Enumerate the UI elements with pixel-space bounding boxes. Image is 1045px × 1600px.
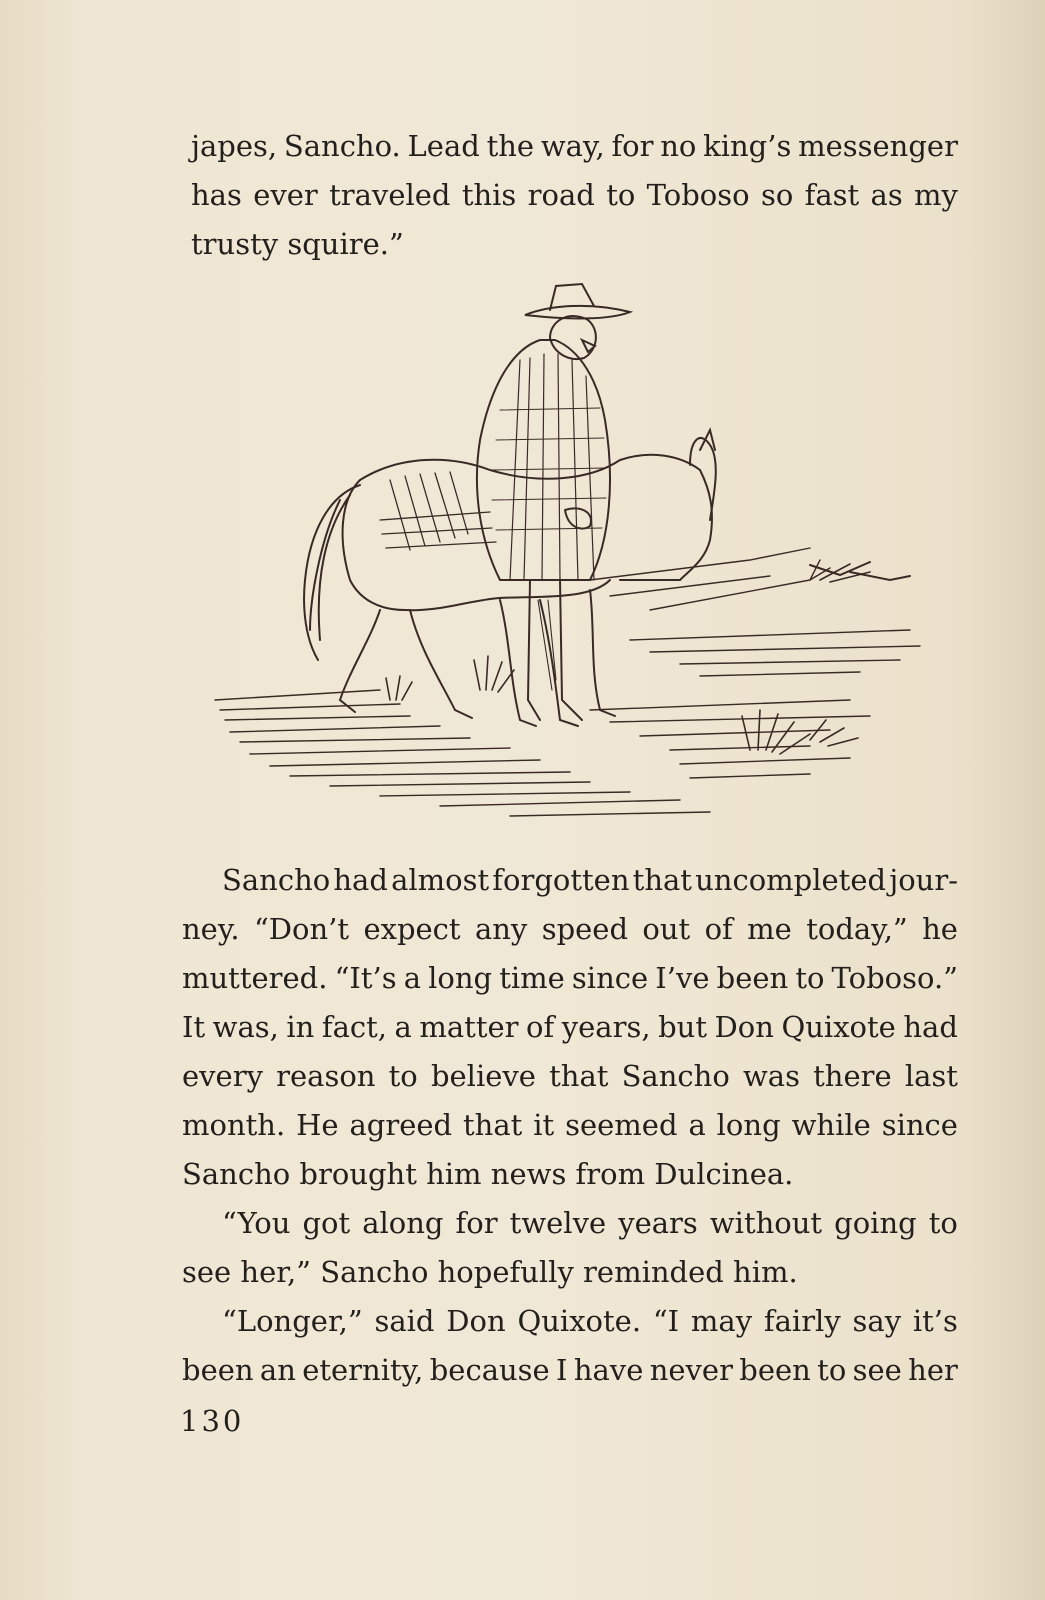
text-line: japes, Sancho. Lead the way, for no king’s messenger [191,129,958,163]
text-line: month. He agreed that it seemed a long while since [182,1108,958,1142]
text-line: “You got along for twelve years without going to [222,1206,958,1240]
page-number: 130 [180,1404,245,1438]
paragraph-continued [191,122,958,269]
text-line: It was, in fact, a matter of years, but Don Quixote had [182,1010,958,1044]
text-line: has ever traveled this road to Toboso so fast as my [191,178,958,212]
text-line: Sancho brought him news from Dulcinea. [182,1157,794,1191]
text-line: been an eternity, because I have never been to see her [182,1353,958,1387]
text-line: Sancho had almost forgotten that uncompleted jour- [222,863,958,897]
text-line: “Longer,” said Don Quixote. “I may fairly say it’s [222,1304,958,1338]
text-line: trusty squire.” [191,227,404,261]
text-line: see her,” Sancho hopefully reminded him. [182,1255,798,1289]
man-standing-beside-horse-engraving-icon [210,280,930,840]
text-line: every reason to believe that Sancho was there last [182,1059,958,1093]
text-line: ney. “Don’t expect any speed out of me today,” he [182,912,958,946]
paragraph-main [182,856,958,1395]
text-line: muttered. “It’s a long time since I’ve been to Toboso.” [182,961,958,995]
